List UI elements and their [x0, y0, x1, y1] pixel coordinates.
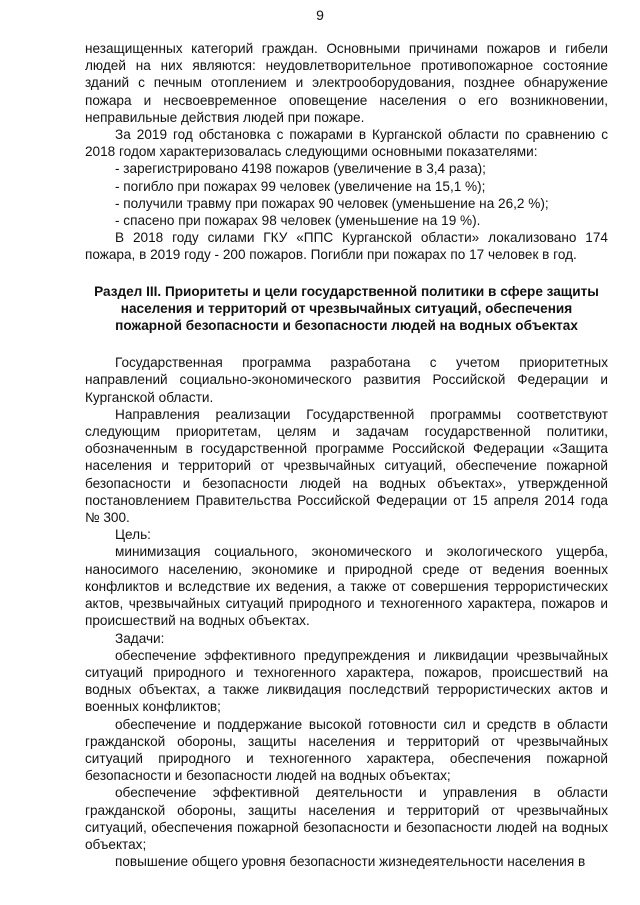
indicator-item: - получили травму при пожарах 90 человек (уменьшение на 26,2 %); — [115, 195, 549, 211]
statistics-intro-paragraph: За 2019 год обстановка с пожарами в Курганской области по сравнению с 2018 годом характеризовалась следующими основными показателями: — [85, 127, 608, 160]
page-body — [85, 40, 608, 870]
task-item: обеспечение и поддержание высокой готовности сил и средств в области гражданской обороны, защиты населения и территорий от чрезвычайных ситуаций природного и техногенного характера, обеспечения пожарной безопасности и безопасности людей на водных объектах; — [85, 716, 608, 784]
indicator-item: - спасено при пожарах 98 человек (уменьшение на 19 %). — [115, 213, 481, 229]
intro-paragraph: незащищенных категорий граждан. Основными причинами пожаров и гибели людей на них являются: неудовлетворительное противопожарное состояние зданий с печным отоплением и электрооборудования, позднее обнаружение пожара и несвоевременное оповещение населения о его возникновении, неправильные действия людей при пожаре. — [85, 41, 608, 125]
page-number: 9 — [316, 7, 324, 23]
indicator-item: - погибло при пожарах 99 человек (увеличение на 15,1 %); — [115, 178, 486, 194]
task-item: обеспечение эффективной деятельности и управления в области гражданской обороны, защиты населения и территорий от чрезвычайных ситуаций, обеспечения пожарной безопасности и безопасности людей на водных объектах; — [85, 785, 608, 852]
section-heading-line: пожарной безопасности и безопасности людей на водных объектах — [115, 318, 578, 334]
section-heading — [85, 283, 608, 335]
indicator-item: - зарегистрировано 4198 пожаров (увеличение в 3,4 раза); — [115, 161, 486, 177]
task-item: повышение общего уровня безопасности жизнедеятельности населения в — [115, 854, 586, 870]
section-heading-line: Раздел III. Приоритеты и цели государственной политики в сфере защиты — [94, 283, 599, 299]
tasks-label: Задачи: — [115, 630, 165, 646]
directions-paragraph: Направления реализации Государственной программы соответствуют следующим приоритетам, целям и задачам государственной политики, обозначенным в государственной программе Российской Федерации «Защита населения и территорий от чрезвычайных ситуаций, обеспечение пожарной безопасности и безопасности людей на водных объектах», утвержденной постановлением Правительства Российской Федерации от 15 апреля 2014 года № 300. — [85, 406, 608, 526]
goal-label: Цель: — [115, 527, 151, 543]
task-item: обеспечение эффективного предупреждения и ликвидации чрезвычайных ситуаций природного и техногенного характера, пожаров, происшествий на водных объектах, а также ликвидация последствий террористических актов и военных конфликтов; — [85, 647, 608, 715]
program-paragraph: Государственная программа разработана с учетом приоритетных направлений социально-экономического развития Российской Федерации и Курганской области. — [85, 355, 608, 405]
fires-localized-paragraph: В 2018 году силами ГКУ «ППС Курганской области» локализовано 174 пожара, в 2019 году - 200 пожаров. Погибли при пожарах по 17 человек в год. — [85, 230, 608, 263]
goal-text: минимизация социального, экономического и экологического ущерба, наносимого населению, экономике и природной среде от ведения военных конфликтов и вследствие их ведения, а также от совершения террористических актов, чрезвычайных ситуаций природного и техногенного характера, пожаров и происшествий на водных объектах. — [85, 544, 608, 629]
section-heading-line: населения и территорий от чрезвычайных ситуаций, обеспечения — [120, 300, 573, 316]
